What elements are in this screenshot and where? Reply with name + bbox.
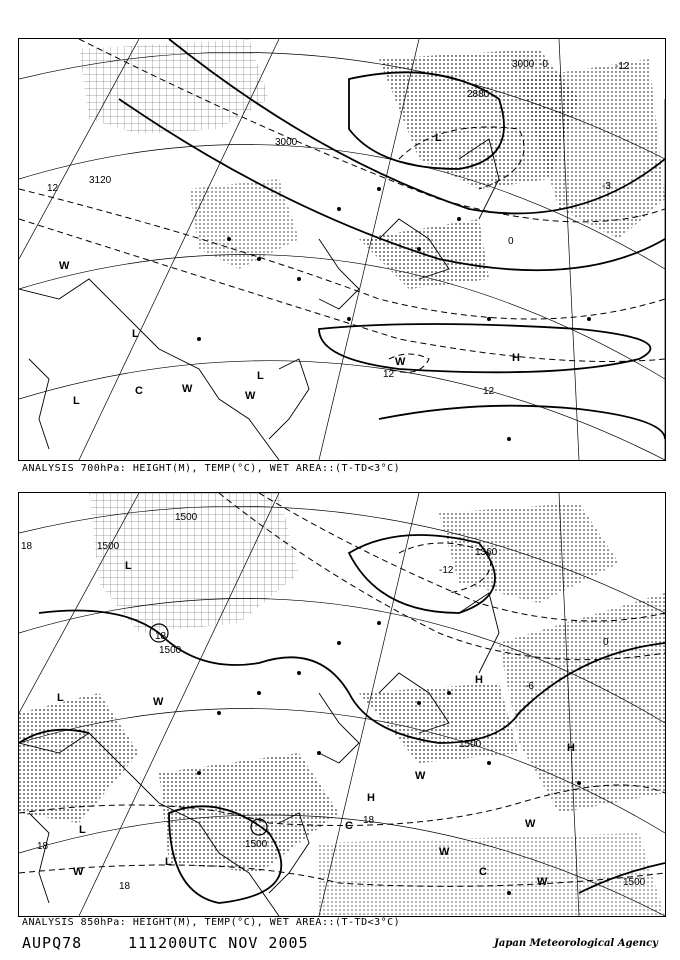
temp-label: 0 [603, 637, 609, 648]
height-label: 3000 [275, 137, 298, 148]
high-center: H [475, 674, 483, 686]
low-center: L [73, 395, 80, 407]
height-label: 1500 [97, 541, 120, 552]
wet-area [359, 683, 519, 763]
map-700hpa [18, 38, 666, 461]
high-center: H [367, 792, 375, 804]
warm-mark: W [415, 770, 426, 782]
high-center: H [512, 352, 520, 364]
temp-label: 18 [37, 841, 49, 852]
low-center: L [257, 370, 264, 382]
product-code: AUPQ78 [22, 934, 83, 952]
map-700hpa-canvas [19, 39, 665, 460]
temp-label: -3 [602, 181, 611, 192]
warm-mark: W [245, 390, 256, 402]
temp-label: 18 [119, 881, 131, 892]
low-center: L [435, 132, 442, 144]
temp-label: 12 [383, 369, 395, 380]
height-label: 2880 [467, 89, 490, 100]
temp-label: -12 [439, 565, 454, 576]
temp-label: -0 [539, 59, 548, 70]
warm-mark: W [395, 356, 406, 368]
caption-850hpa: ANALYSIS 850hPa: HEIGHT(M), TEMP(°C), WET AREA::(T-TD<3°C) [22, 917, 401, 928]
map-850hpa-canvas [19, 493, 665, 916]
temp-label: 12 [483, 386, 495, 397]
height-label: 3000 [512, 59, 535, 70]
low-center: L [79, 824, 86, 836]
wet-area [19, 693, 139, 823]
map-850hpa [18, 492, 666, 917]
height-label: 1500 [459, 739, 482, 750]
cold-mark: C [345, 820, 353, 832]
high-center: H [567, 742, 575, 754]
height-label: 1360 [475, 547, 498, 558]
wet-area [319, 833, 665, 916]
height-label: 1500 [245, 839, 268, 850]
cold-mark: C [135, 385, 143, 397]
height-label: 1500 [175, 512, 198, 523]
temp-label: 18 [21, 541, 33, 552]
height-label: 3120 [89, 175, 112, 186]
temp-label: 12 [47, 183, 59, 194]
height-label: 1500 [159, 645, 182, 656]
temp-label: -6 [525, 681, 534, 692]
valid-time: 111200UTC NOV 2005 [128, 934, 309, 952]
caption-700hpa: ANALYSIS 700hPa: HEIGHT(M), TEMP(°C), WET AREA::(T-TD<3°C) [22, 463, 401, 474]
low-center: L [132, 328, 139, 340]
temp-label: 18 [363, 815, 375, 826]
warm-mark: W [59, 260, 70, 272]
wet-area [159, 753, 339, 873]
warm-mark: W [439, 846, 450, 858]
temp-label: 18 [155, 631, 167, 642]
low-center: L [165, 856, 172, 868]
warm-mark: W [153, 696, 164, 708]
temp-label: 0 [508, 236, 514, 247]
warm-mark: W [182, 383, 193, 395]
temp-label: -12 [615, 61, 630, 72]
warm-mark: W [537, 876, 548, 888]
agency-name: Japan Meteorological Agency [494, 938, 658, 949]
warm-mark: W [73, 866, 84, 878]
warm-mark: W [525, 818, 536, 830]
height-label: 1500 [623, 877, 646, 888]
low-center: L [57, 692, 64, 704]
wet-area [499, 593, 665, 813]
low-center: L [125, 560, 132, 572]
cold-mark: C [479, 866, 487, 878]
